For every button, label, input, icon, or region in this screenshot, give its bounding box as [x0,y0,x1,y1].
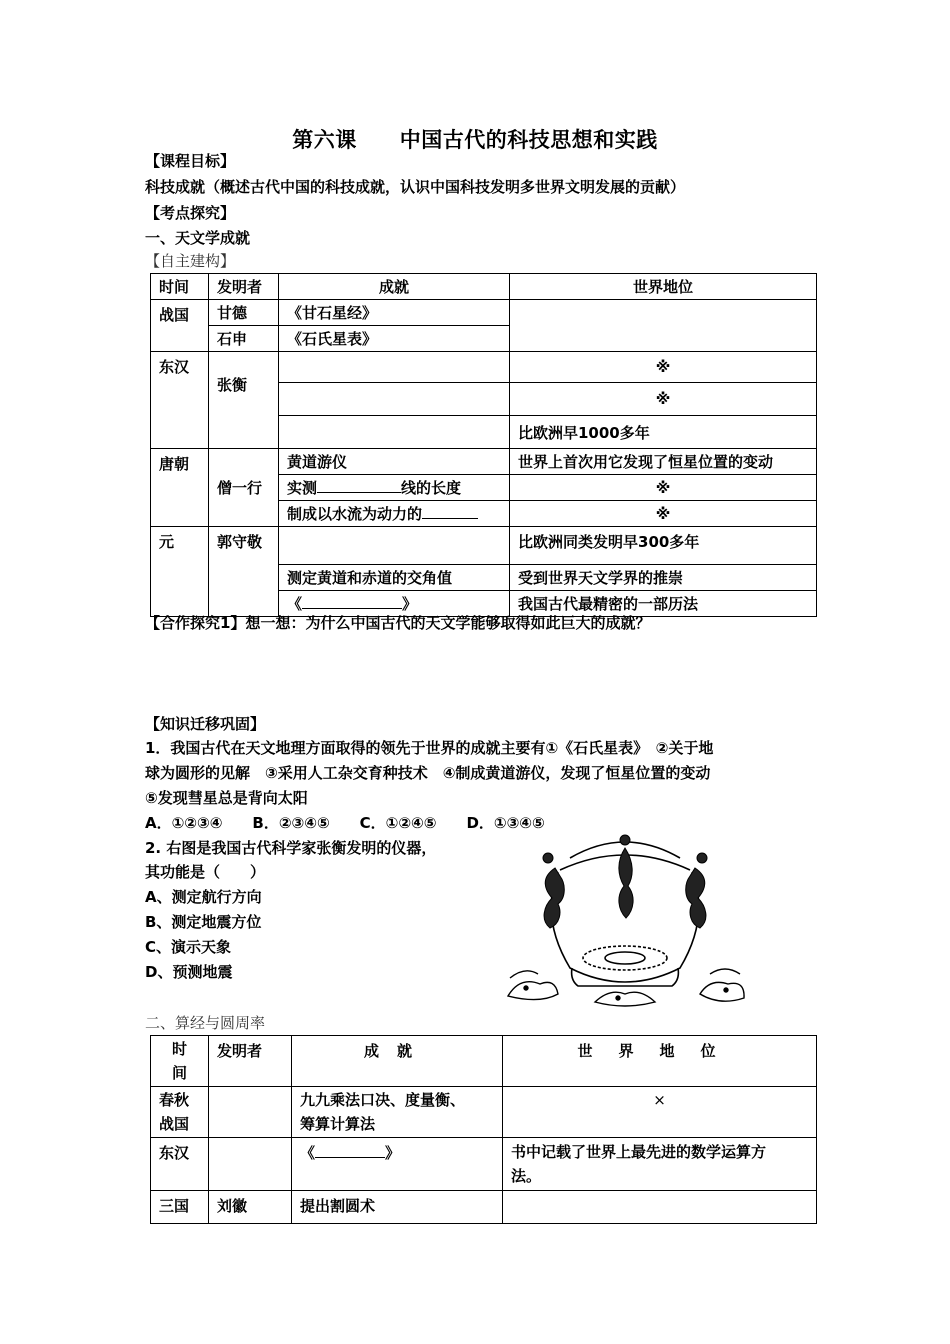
astronomy-table [150,273,817,617]
cell-achievement-line-1: 九九乘法口决、度量衡、 [300,1091,466,1109]
measure-suffix: 线的长度 [401,479,462,497]
open-bracket: 《 [300,1144,316,1162]
cell-inventor [209,1087,292,1138]
table-row [151,1087,817,1138]
q1-line-2: 球为圆形的见解 ③采用人工杂交育种技术 ④制成黄道游仪，发现了恒星位置的变动 [145,764,711,782]
cell-status: ※ [510,475,817,501]
table-row [151,1138,817,1191]
q1-line-1: 1．我国古代在天文地理方面取得的领先于世界的成就主要有①《石氏星表》 ②关于地 [145,739,714,757]
header-status: 世界地位 [503,1036,817,1087]
math-table [150,1035,817,1224]
cell-status [503,1138,817,1191]
header-time-line-1: 时 [171,1040,187,1058]
cell-achievement: 《石氏星表》 [279,326,510,352]
consolidate-header: 【知识迁移巩固】 [145,715,266,733]
cell-inventor: 郭守敬 [209,527,279,617]
cell-time: 元 [151,527,209,617]
water-instrument-text: 制成以水流为动力的 [287,505,423,523]
cell-time: 唐朝 [151,449,209,527]
header-inventor: 发明者 [209,274,279,300]
table-header-row [151,274,817,300]
cell-achievement [292,1087,503,1138]
answer-blank [315,1143,385,1158]
header-achievement: 成就 [279,274,510,300]
cell-inventor [209,1138,292,1191]
cell-time: 东汉 [151,1138,209,1191]
cell-inventor: 张衡 [209,352,279,449]
cell-time: 三国 [151,1191,209,1224]
section1-title: 一、天文学成就 [145,229,251,247]
cell-status [503,1191,817,1224]
answer-blank [422,504,478,519]
header-time-line-2: 间 [171,1064,187,1082]
cell-achievement: 测定黄道和赤道的交角值 [279,565,510,591]
cell-achievement [279,501,510,527]
self-build-header: 【自主建构】 [145,252,236,270]
table-row [151,527,817,565]
cell-achievement [279,352,510,383]
cell-inventor: 僧一行 [209,449,279,527]
answer-blank [302,594,402,609]
cell-achievement [292,1138,503,1191]
table-row [151,449,817,475]
cell-achievement: 《甘石星经》 [279,300,510,326]
close-bracket: 》 [385,1144,401,1162]
header-time [151,1036,209,1087]
cell-status: ※ [510,383,817,416]
header-inventor: 发明者 [209,1036,292,1087]
cell-achievement-line-2: 筹算计算法 [300,1115,376,1133]
q2-option-d: D、预测地震 [145,963,233,981]
cell-inventor: 石申 [209,326,279,352]
cell-achievement: 提出割圆术 [292,1191,503,1224]
cell-inventor: 甘德 [209,300,279,326]
header-time: 时间 [151,274,209,300]
cell-status-line-1: 书中记载了世界上最先进的数学运算方 [511,1143,767,1161]
answer-blank [317,478,401,493]
cell-time [151,1087,209,1138]
header-status: 世界地位 [510,274,817,300]
section2-title: 二、算经与圆周率 [145,1014,266,1032]
q2-option-c: C、演示天象 [145,938,232,956]
cell-achievement [279,475,510,501]
cell-status: ※ [510,352,817,383]
cell-inventor: 刘徽 [209,1191,292,1224]
header-achievement: 成就 [292,1036,503,1087]
cell-status: 比欧洲早1000多年 [510,416,817,449]
close-bracket: 》 [402,595,418,613]
cell-achievement [279,527,510,565]
open-bracket: 《 [287,595,303,613]
q1-options: A．①②③④ B．②③④⑤ C．①②④⑤ D．①③④⑤ [145,814,545,832]
q2-line-1: 2. 右图是我国古代科学家张衡发明的仪器， [145,839,437,857]
page-title: 第六课 中国古代的科技思想和实践 [292,128,658,152]
cooperative-question: 【合作探究1】想一想：为什么中国古代的天文学能够取得如此巨大的成就？ [145,614,651,632]
q1-line-3: ⑤发现彗星总是背向太阳 [145,789,308,807]
cell-achievement [279,383,510,416]
cell-time-line-2: 战国 [159,1115,190,1133]
table-row [151,1191,817,1224]
goal-text: 科技成就（概述古代中国的科技成就，认识中国科技发明多世界文明发展的贡献） [145,178,686,196]
cell-time-line-1: 春秋 [159,1091,190,1109]
q2-option-a: A、测定航行方向 [145,888,262,906]
cell-status [510,300,817,352]
cell-status: 比欧洲同类发明早300多年 [510,527,817,565]
cell-achievement: 黄道游仪 [279,449,510,475]
q2-option-b: B、测定地震方位 [145,913,262,931]
table-row [151,300,817,326]
cell-time: 东汉 [151,352,209,449]
cell-status: 我国古代最精密的一部历法 [510,591,817,617]
table-row [151,352,817,383]
cell-status: 受到世界天文学界的推崇 [510,565,817,591]
table-header-row [151,1036,817,1087]
cell-achievement [279,416,510,449]
cell-status-line-2: 法。 [511,1167,542,1185]
cell-time: 战国 [151,300,209,352]
measure-prefix: 实测 [287,479,318,497]
goal-header: 【课程目标】 [145,152,236,170]
cell-status: × [503,1087,817,1138]
seismoscope-illustration [500,828,750,1010]
q2-line-2: 其功能是（ ） [145,863,266,881]
cell-status: ※ [510,501,817,527]
cell-status: 世界上首次用它发现了恒星位置的变动 [510,449,817,475]
explore-header: 【考点探究】 [145,204,236,222]
